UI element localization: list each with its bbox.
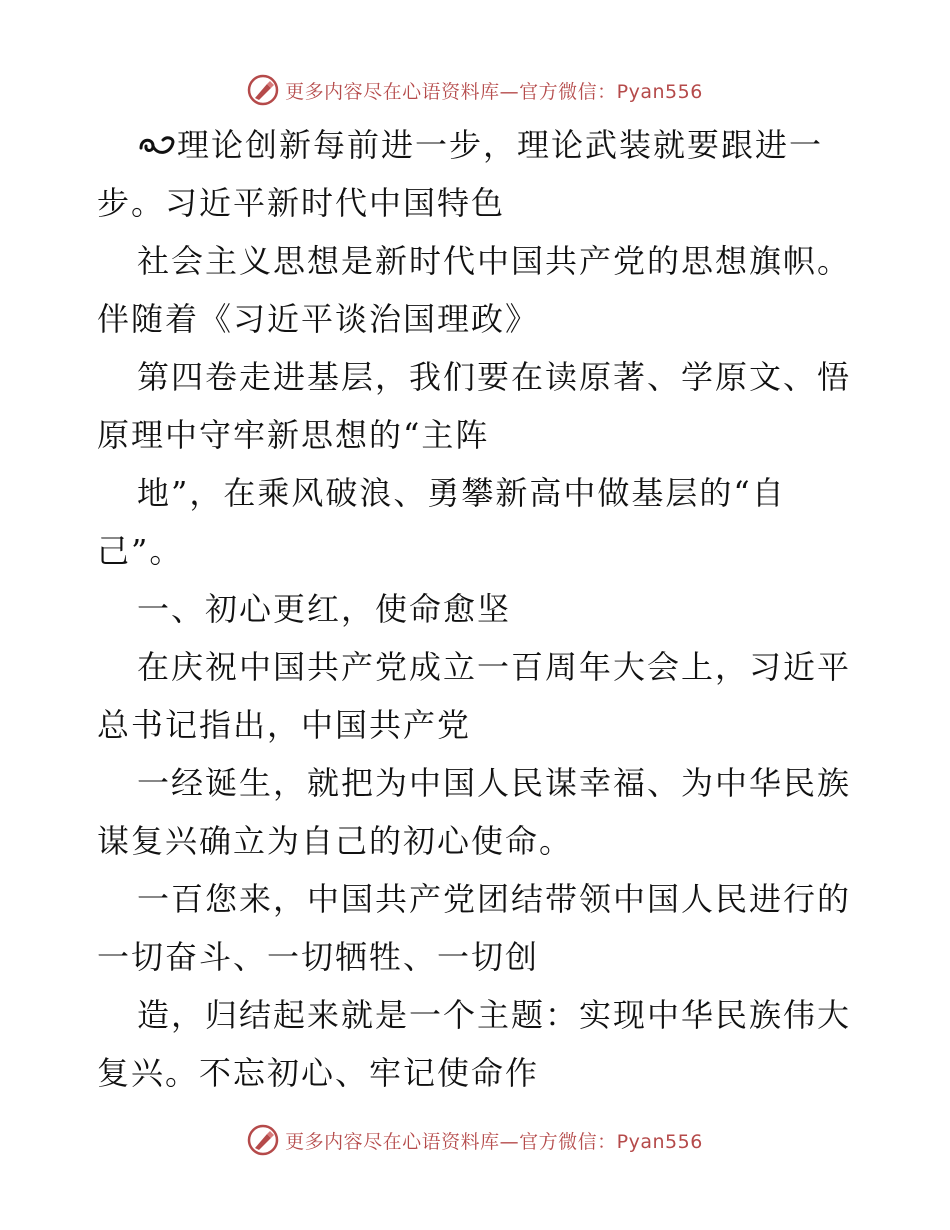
watermark-text: 更多内容尽在心语资料库—官方微信：Pyan556 [285,80,703,103]
paragraph-line: 社会主义思想是新时代中国共产党的思想旗帜。 [137,242,852,280]
paragraph-line: 总书记指出，中国共产党 [97,706,472,744]
paragraph-line: 原理中守牢新思想的“主阵 [97,416,490,454]
paragraph-line: 造，归结起来就是一个主题：实现中华民族伟大 [137,996,852,1034]
paragraph-line [97,116,867,174]
paragraph-line: 一经诞生，就把为中国人民谋幸福、为中华民族 [137,764,852,802]
watermark-banner-top [0,70,950,110]
paragraph-line: 在庆祝中国共产党成立一百周年大会上，习近平 [137,648,852,686]
paragraph-line: 地”，在乘风破浪、勇攀新高中做基层的“自 [137,474,786,512]
swirl-ornament-icon [137,130,177,160]
paragraph-line: 谋复兴确立为自己的初心使命。 [97,822,574,860]
watermark-banner-bottom [0,1120,950,1160]
pen-nib-logo-icon [247,74,279,106]
document-body [97,116,867,1102]
paragraph-line: 复兴。不忘初心、牢记使命作 [97,1054,540,1092]
pen-nib-logo-icon [247,1124,279,1156]
paragraph-line: 第四卷走进基层，我们要在读原著、学原文、悟 [137,358,852,396]
paragraph-line: 己”。 [97,532,184,570]
line-text: 理论创新每前进一步，理论武装就要跟进一 [177,126,824,164]
watermark-text: 更多内容尽在心语资料库—官方微信：Pyan556 [285,1130,703,1153]
paragraph-line: 伴随着《习近平谈治国理政》 [97,300,540,338]
paragraph-line: 步。习近平新时代中国特色 [97,184,506,222]
paragraph-line: 一切奋斗、一切牺牲、一切创 [97,938,540,976]
paragraph-line: 一百您来，中国共产党团结带领中国人民进行的 [137,880,852,918]
section-heading: 一、初心更红，使命愈坚 [137,590,512,628]
